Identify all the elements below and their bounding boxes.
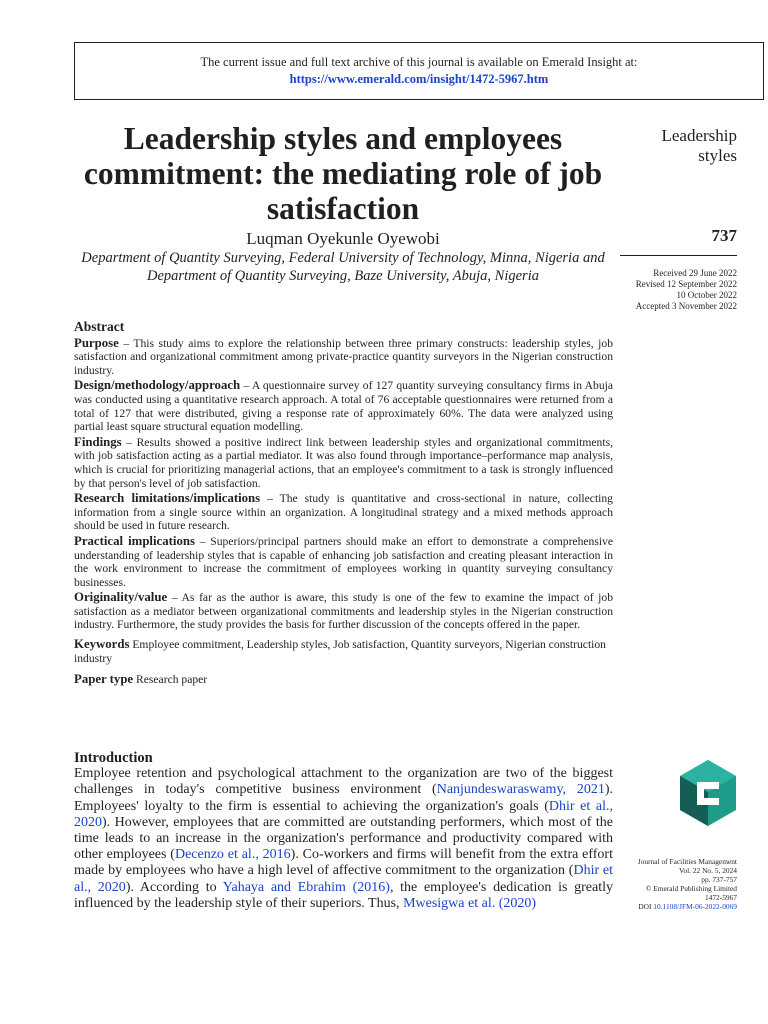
date-accepted: Accepted 3 November 2022 — [635, 301, 737, 311]
archive-notice — [75, 54, 763, 88]
purpose-text: – This study aims to explore the relationship between three primary constructs: leadership styles, job satisfaction and organizational commitment among private-practice quantity surveyors in the Nigerian construction industry. — [74, 336, 613, 377]
author-name: Luqman Oyekunle Oyewobi — [246, 229, 440, 248]
journal-name: Journal of Facilities Management — [637, 857, 737, 866]
citation-link[interactable]: Dhir et al., 2020 — [74, 798, 613, 830]
intro-text: ). According to — [125, 879, 223, 895]
abstract-section — [74, 320, 613, 689]
citation-link[interactable]: Dhir et al., 2020 — [74, 863, 613, 895]
journal-link[interactable]: https://www.emerald.com/insight/1472-5967.htm — [289, 72, 549, 86]
journal-publisher: © Emerald Publishing Limited — [645, 884, 737, 893]
abstract-paper-type — [74, 673, 613, 687]
abstract-limitations — [74, 492, 613, 533]
originality-text: – As far as the author is aware, this study is one of the few to examine the impact of job satisfaction as a mediator between organizational commitments and leadership styles in the Nigerian construction industry. Furthermore, the study provides the basis for further discussion of the concepts offered in the paper. — [74, 591, 613, 632]
journal-volume: Vol. 22 No. 5, 2024 — [679, 866, 737, 875]
article-title: Leadership styles and employees commitment: the mediating role of job satisfaction — [83, 121, 603, 226]
intro-text: ). Employees' loyalty to the firm is essential to achieving the organization's goals ( — [74, 782, 613, 814]
findings-label: Findings — [74, 434, 122, 449]
purpose-label: Purpose — [74, 335, 119, 350]
papertype-label: Paper type — [74, 672, 134, 687]
abstract-originality — [74, 591, 613, 632]
notice-text: The current issue and full text archive of this journal is available on Emerald Insight at: — [200, 55, 638, 69]
citation-link[interactable]: Nanjundeswaraswamy, 2021 — [436, 782, 605, 798]
citation-link[interactable]: Decenzo et al., 2016 — [174, 847, 291, 863]
practical-text: – Superiors/principal partners should make an effort to demonstrate a comprehensive understanding of leadership styles that is capable of enhancing job satisfaction and creating pleasant interaction in the work environment to increase the commitment of employees working in quantity surveying consultancy businesses. — [74, 534, 613, 589]
abstract-practical — [74, 535, 613, 589]
abstract-keywords — [74, 638, 613, 665]
intro-text: ). Co-workers and firms will benefit from the extra effort made by employees who have a high level of affective commitment to the organization ( — [74, 847, 613, 879]
journal-pages: pp. 737-757 — [701, 875, 737, 884]
abstract-design — [74, 379, 613, 433]
date-revised: Revised 12 September 2022 — [635, 279, 737, 289]
limitations-label: Research limitations/implications — [74, 491, 261, 506]
practical-label: Practical implications — [74, 533, 195, 548]
journal-issn: 1472-5967 — [704, 893, 737, 902]
findings-text: – Results showed a positive indirect link between leadership styles and organizational commitments, with job satisfaction acting as a partial mediator. It was also found through importance–performance map analysis, which is crucial for prioritizing managerial actions, that an employee's commitment to a task is strongly influenced by that person's level of job satisfaction. — [74, 435, 613, 490]
limitations-text: – The study is quantitative and cross-sectional in nature, collecting information from a single source within an organization. A longitudinal strategy and a mixed methods approach should be used in future research. — [74, 492, 613, 533]
author-affiliation: Department of Quantity Surveying, Federal University of Technology, Minna, Nigeria and Department of Quantity Surveying, Baze University, Abuja, Nigeria — [81, 250, 605, 284]
archive-notice-box — [74, 42, 764, 100]
article-dates — [600, 268, 737, 312]
introduction-section — [74, 750, 613, 912]
abstract-heading: Abstract — [74, 319, 125, 334]
introduction-paragraph — [74, 766, 613, 912]
originality-label: Originality/value — [74, 590, 168, 605]
design-text: – A questionnaire survey of 127 quantity surveying consultancy firms in Abuja was conducted using a quantitative research approach. A total of 76 acceptable questionnaires were returned from a total of 127 that were distributed, giving a response rate of approximately 60%. The data were analyzed using partial least square structural equation modelling. — [74, 379, 613, 434]
citation-link[interactable]: Mwesigwa et al. (2020) — [403, 895, 537, 911]
journal-doi-line — [600, 902, 737, 911]
introduction-heading: Introduction — [74, 750, 153, 766]
journal-info — [600, 857, 737, 911]
date-revised-2: 10 October 2022 — [676, 290, 737, 300]
emerald-logo-icon — [678, 758, 738, 828]
doi-label: DOI — [638, 902, 654, 911]
keywords-text: Employee commitment, Leadership styles, Job satisfaction, Quantity surveyors, Nigerian construction industry — [74, 638, 606, 665]
intro-text: , the employee's dedication is greatly influenced by the leadership style of their superiors. Thus, — [74, 879, 613, 911]
page-number: 737 — [711, 226, 737, 245]
running-head: Leadership styles — [661, 126, 737, 165]
margin-rule — [620, 255, 737, 256]
abstract-findings — [74, 436, 613, 490]
date-received: Received 29 June 2022 — [653, 268, 737, 278]
citation-link[interactable]: Yahaya and Ebrahim (2016) — [222, 879, 390, 895]
design-label: Design/methodology/approach — [74, 378, 241, 393]
papertype-text: Research paper — [133, 673, 208, 687]
intro-text: Employee retention and psychological attachment to the organization are two of the biggest challenges in today's competitive business environment ( — [74, 766, 613, 798]
doi-link[interactable]: 10.1108/JFM-06-2022-0069 — [653, 902, 737, 911]
intro-text: ). However, employees that are committed are outstanding performers, which most of the time leads to an increase in the organization's performance and productivity compared with other employees ( — [74, 814, 613, 863]
keywords-label: Keywords — [74, 637, 130, 652]
abstract-purpose — [74, 337, 613, 378]
